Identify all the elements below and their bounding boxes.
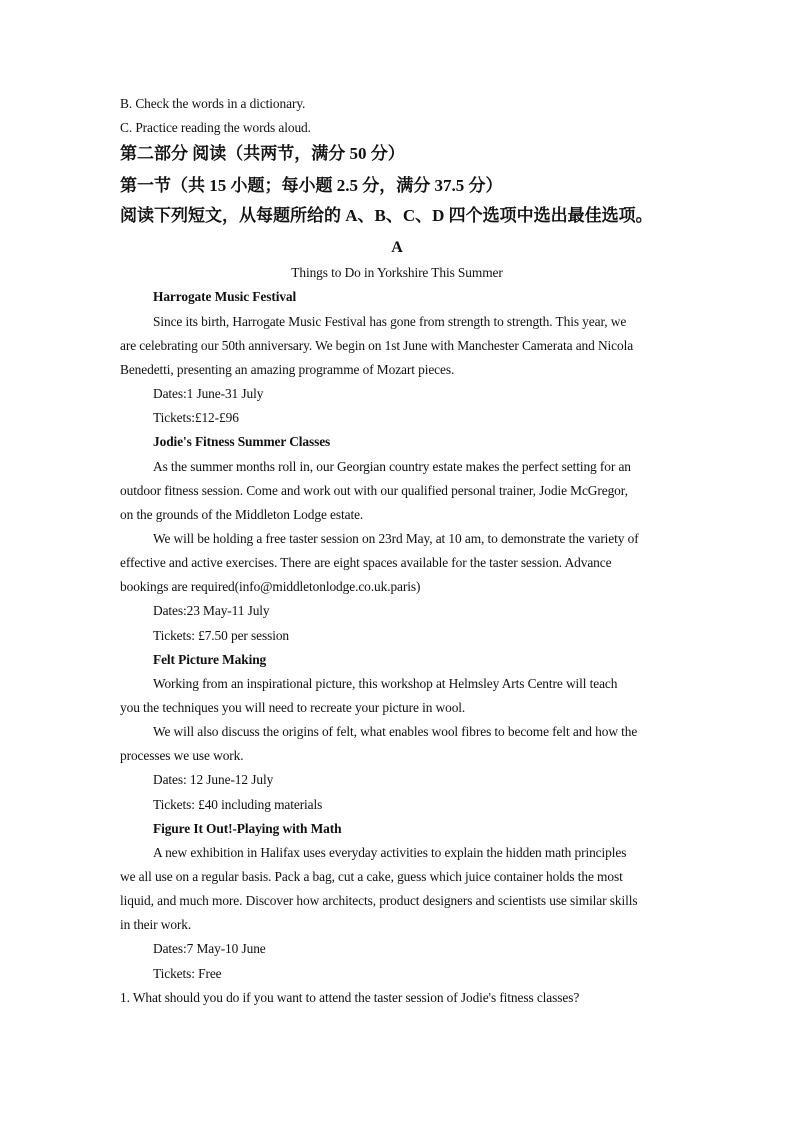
felt-tickets: Tickets: £40 including materials xyxy=(153,797,323,812)
math-line-4: in their work. xyxy=(120,917,192,932)
option-b: B. Check the words in a dictionary. xyxy=(120,96,306,111)
jodie-line-1: As the summer months roll in, our Georgian country estate makes the perfect setting for an xyxy=(153,459,631,474)
question-1: 1. What should you do if you want to attend the taster session of Jodie's fitness classes? xyxy=(120,990,580,1005)
math-tickets: Tickets: Free xyxy=(153,966,222,981)
felt-heading: Felt Picture Making xyxy=(153,652,267,667)
harrogate-line-3: Benedetti, presenting an amazing programme of Mozart pieces. xyxy=(120,362,455,377)
math-heading: Figure It Out!-Playing with Math xyxy=(153,821,342,836)
jodie-heading: Jodie's Fitness Summer Classes xyxy=(153,434,331,449)
felt-dates: Dates: 12 June-12 July xyxy=(153,772,274,787)
harrogate-line-1: Since its birth, Harrogate Music Festival has gone from strength to strength. This year, we xyxy=(153,314,627,329)
part-heading: 第二部分 阅读（共两节，满分 50 分） xyxy=(120,144,405,163)
jodie-line-3: on the grounds of the Middleton Lodge estate. xyxy=(120,507,364,522)
jodie-line-2: outdoor fitness session. Come and work out with our qualified personal trainer, Jodie McGregor, xyxy=(120,483,628,498)
harrogate-line-2: are celebrating our 50th anniversary. We begin on 1st June with Manchester Camerata and Nicola xyxy=(120,338,634,353)
harrogate-tickets: Tickets:£12-£96 xyxy=(153,410,239,425)
harrogate-dates: Dates:1 June-31 July xyxy=(153,386,264,401)
jodie-line-4: We will be holding a free taster session on 23rd May, at 10 am, to demonstrate the variety of xyxy=(153,531,639,546)
math-line-3: liquid, and much more. Discover how architects, product designers and scientists use similar skills xyxy=(120,893,638,908)
jodie-line-5: effective and active exercises. There are eight spaces available for the taster session. Advance xyxy=(120,555,612,570)
math-line-1: A new exhibition in Halifax uses everyday activities to explain the hidden math principles xyxy=(153,845,627,860)
harrogate-heading: Harrogate Music Festival xyxy=(153,289,297,304)
passage-title: Things to Do in Yorkshire This Summer xyxy=(291,265,503,280)
jodie-dates: Dates:23 May-11 July xyxy=(153,603,270,618)
felt-line-1: Working from an inspirational picture, this workshop at Helmsley Arts Centre will teach xyxy=(153,676,618,691)
felt-line-3: We will also discuss the origins of felt, what enables wool fibres to become felt and how the xyxy=(153,724,638,739)
option-c: C. Practice reading the words aloud. xyxy=(120,120,311,135)
passage-letter: A xyxy=(391,239,403,256)
jodie-tickets: Tickets: £7.50 per session xyxy=(153,628,290,643)
felt-line-4: processes we use work. xyxy=(120,748,244,763)
jodie-line-6: bookings are required(info@middletonlodge.co.uk.paris) xyxy=(120,579,421,594)
instruction: 阅读下列短文，从每题所给的 A、B、C、D 四个选项中选出最佳选项。 xyxy=(120,206,653,225)
math-line-2: we all use on a regular basis. Pack a bag, cut a cake, guess which juice container holds the most xyxy=(120,869,623,884)
section-heading: 第一节（共 15 小题；每小题 2.5 分，满分 37.5 分） xyxy=(120,176,503,195)
math-dates: Dates:7 May-10 June xyxy=(153,941,266,956)
felt-line-2: you the techniques you will need to recreate your picture in wool. xyxy=(120,700,466,715)
